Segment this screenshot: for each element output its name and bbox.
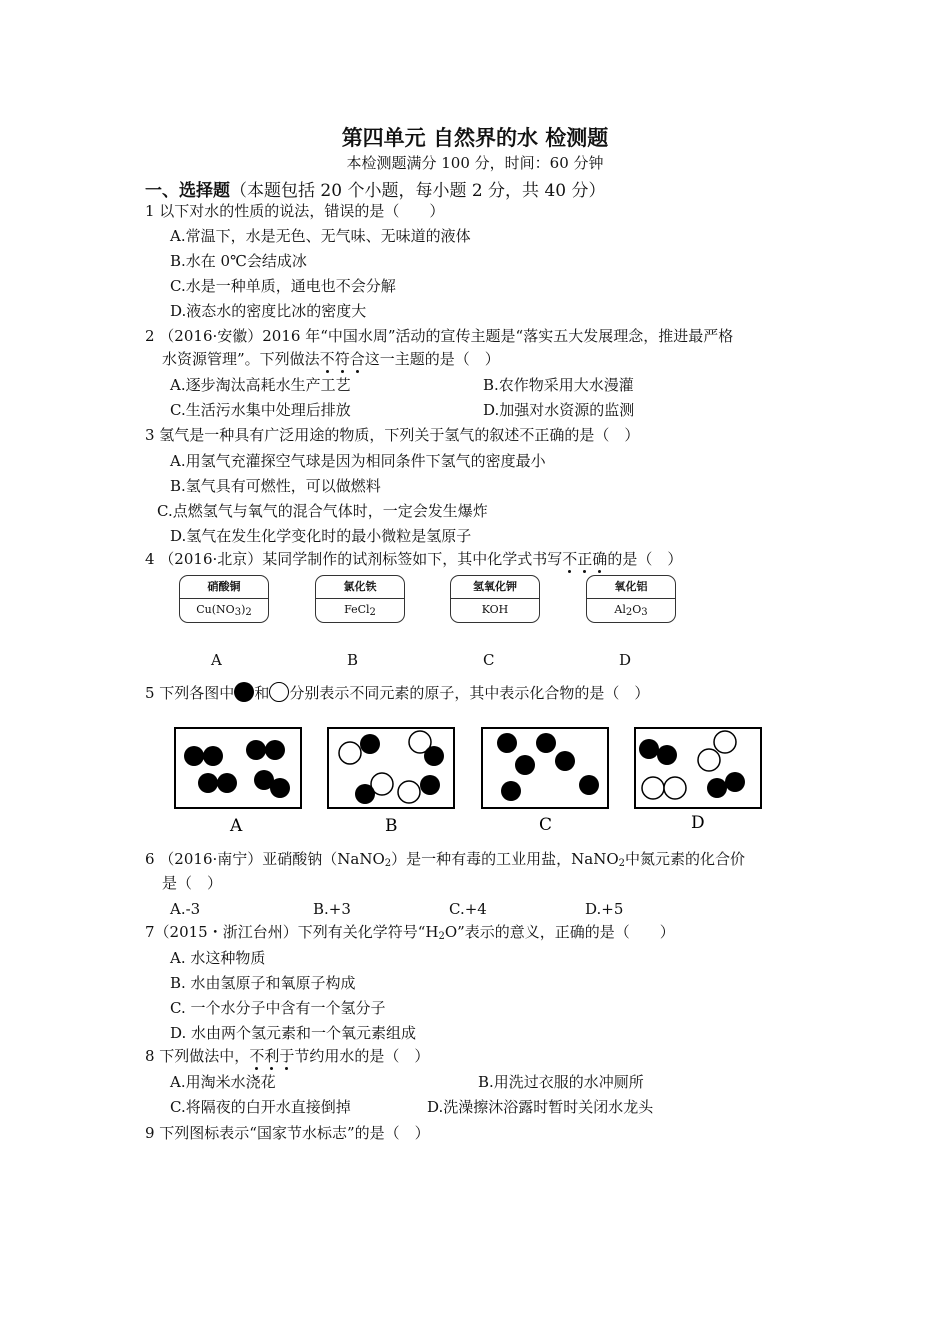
- emphasis-char: 不: [249, 1047, 265, 1065]
- section-note: （本题包括 20 个小题，每小题 2 分，共 40 分）: [230, 181, 606, 201]
- q1-option-a: A.常温下，水是无色、无气味、无味道的液体: [170, 227, 471, 245]
- q4-letter-b: B: [347, 651, 359, 669]
- reagent-formula: KOH: [481, 603, 509, 616]
- q6-stem-line1: 6 （2016·南宁）亚硝酸钠（NaNO$_2$）是一种有毒的工业用盐，NaNO$_2$中氮元素的化合价: [145, 850, 746, 869]
- q4-stem-pre: 4 （2016·北京）某同学制作的试剂标签如下，其中化学式书写: [145, 550, 563, 568]
- emphasis-char: 不: [562, 550, 578, 568]
- emphasis-char: 正: [577, 550, 593, 568]
- q7-option-d: D. 水由两个氢元素和一个氧元素组成: [170, 1024, 417, 1042]
- reagent-formula: $Al_2O_3$: [614, 603, 648, 618]
- q2-option-d: D.加强对水资源的监测: [483, 401, 635, 419]
- q6-option-c: C.+4: [449, 900, 487, 918]
- molecule-diagrams: [172, 722, 772, 837]
- q2-option-c: C.生活污水集中处理后排放: [170, 401, 351, 419]
- q6-option-d: D.+5: [585, 900, 624, 918]
- q4-letter-d: D: [619, 651, 632, 669]
- q4-letter-a: A: [211, 651, 222, 669]
- q2-stem-line1: 2 （2016·安徽）2016 年“中国水周”活动的宣传主题是“落实五大发展理念，推进最严格: [145, 327, 734, 345]
- q3-option-b: B.氢气具有可燃性，可以做燃料: [170, 477, 381, 495]
- q4-stem-post: 的是（ ）: [607, 550, 683, 568]
- q9-stem: 9 下列图标表示“国家节水标志”的是（ ）: [145, 1124, 430, 1142]
- diagram-label-a: A: [230, 816, 243, 836]
- reagent-label-c: [450, 575, 540, 623]
- q2-option-b: B.农作物采用大水漫灌: [483, 376, 634, 394]
- q1-option-d: D.液态水的密度比冰的密度大: [170, 302, 367, 320]
- q7-option-b: B. 水由氢原子和氧原子构成: [170, 974, 356, 992]
- q3-option-d: D.氢气在发生化学变化时的最小微粒是氢原子: [170, 527, 472, 545]
- q1-option-b: B.水在 0℃会结成冰: [170, 252, 307, 270]
- q5-stem-pre: 5 下列各图中: [145, 684, 235, 702]
- q8-stem: 8 下列做法中，不利于节约用水的是（ ）: [145, 1047, 430, 1065]
- emphasis-char: 符: [334, 350, 350, 368]
- q4-letter-c: C: [483, 651, 495, 669]
- reagent-name: 氧化铝: [587, 576, 675, 599]
- q8-option-b: B.用洗过衣服的水冲厕所: [478, 1073, 644, 1091]
- q1-option-c: C.水是一种单质，通电也不会分解: [170, 277, 396, 295]
- q3-option-a: A.用氢气充灌探空气球是因为相同条件下氢气的密度最小: [170, 452, 546, 470]
- diagram-label-d: D: [691, 813, 705, 833]
- diagram-label-c: C: [539, 815, 553, 835]
- q6-stem-line2: 是（ ）: [162, 874, 223, 892]
- reagent-formula: FeCl$_2$: [344, 603, 376, 618]
- q3-stem: 3 氢气是一种具有广泛用途的物质，下列关于氢气的叙述不正确的是（ ）: [145, 426, 640, 444]
- black-atom-icon: [234, 682, 254, 702]
- page-subtitle: 本检测题满分 100 分，时间：60 分钟: [346, 154, 604, 172]
- emphasis-char: 不: [319, 350, 335, 368]
- q2-stem-pre: 水资源管理”。下列做法: [162, 350, 320, 368]
- reagent-label-d: [586, 575, 676, 623]
- q8-option-d: D.洗澡擦沐浴露时暂时关闭水龙头: [427, 1098, 654, 1116]
- q1-stem: 1 以下对水的性质的说法，错误的是（ ）: [145, 202, 445, 220]
- reagent-label-a: [179, 575, 269, 623]
- q6-option-a: A.-3: [170, 900, 201, 918]
- q7-option-a: A. 水这种物质: [170, 949, 266, 967]
- q2-stem-line2: [162, 349, 500, 369]
- white-atom-icon: [269, 682, 289, 702]
- reagent-name: 氢氧化钾: [451, 576, 539, 599]
- q4-stem: [145, 549, 682, 569]
- q2-option-a: A.逐步淘汰高耗水生产工艺: [170, 376, 351, 394]
- reagent-formula: $Cu(NO_3)_2$: [196, 603, 252, 618]
- reagent-name: 氯化铁: [316, 576, 404, 599]
- emphasis-char: 利: [264, 1047, 280, 1065]
- emphasis-char: 于: [279, 1047, 295, 1065]
- emphasis-char: 确: [592, 550, 608, 568]
- emphasis-char: 合: [349, 350, 365, 368]
- q8-option-a: A.用淘米水浇花: [170, 1073, 276, 1091]
- q2-stem-post: 这一主题的是（ ）: [364, 350, 500, 368]
- q8-option-c: C.将隔夜的白开水直接倒掉: [170, 1098, 351, 1116]
- reagent-label-b: [315, 575, 405, 623]
- q7-stem: 7（2015・浙江台州）下列有关化学符号“$H_2O$”表示的意义，正确的是（ ）: [145, 923, 675, 942]
- q5-stem-mid: 和: [254, 684, 270, 702]
- q5-stem-post: 分别表示不同元素的原子，其中表示化合物的是（ ）: [289, 684, 650, 702]
- reagent-name: 硝酸铜: [180, 576, 268, 599]
- page-title: 第四单元 自然界的水 检测题: [341, 125, 609, 150]
- q5-stem: [145, 682, 649, 703]
- section-title: 一、选择题: [145, 181, 230, 201]
- diagram-label-b: B: [385, 816, 398, 836]
- q6-option-b: B.+3: [313, 900, 351, 918]
- q3-option-c: C.点燃氢气与氧气的混合气体时，一定会发生爆炸: [157, 502, 488, 520]
- q7-option-c: C. 一个水分子中含有一个氢分子: [170, 999, 386, 1017]
- section-heading: [145, 176, 606, 201]
